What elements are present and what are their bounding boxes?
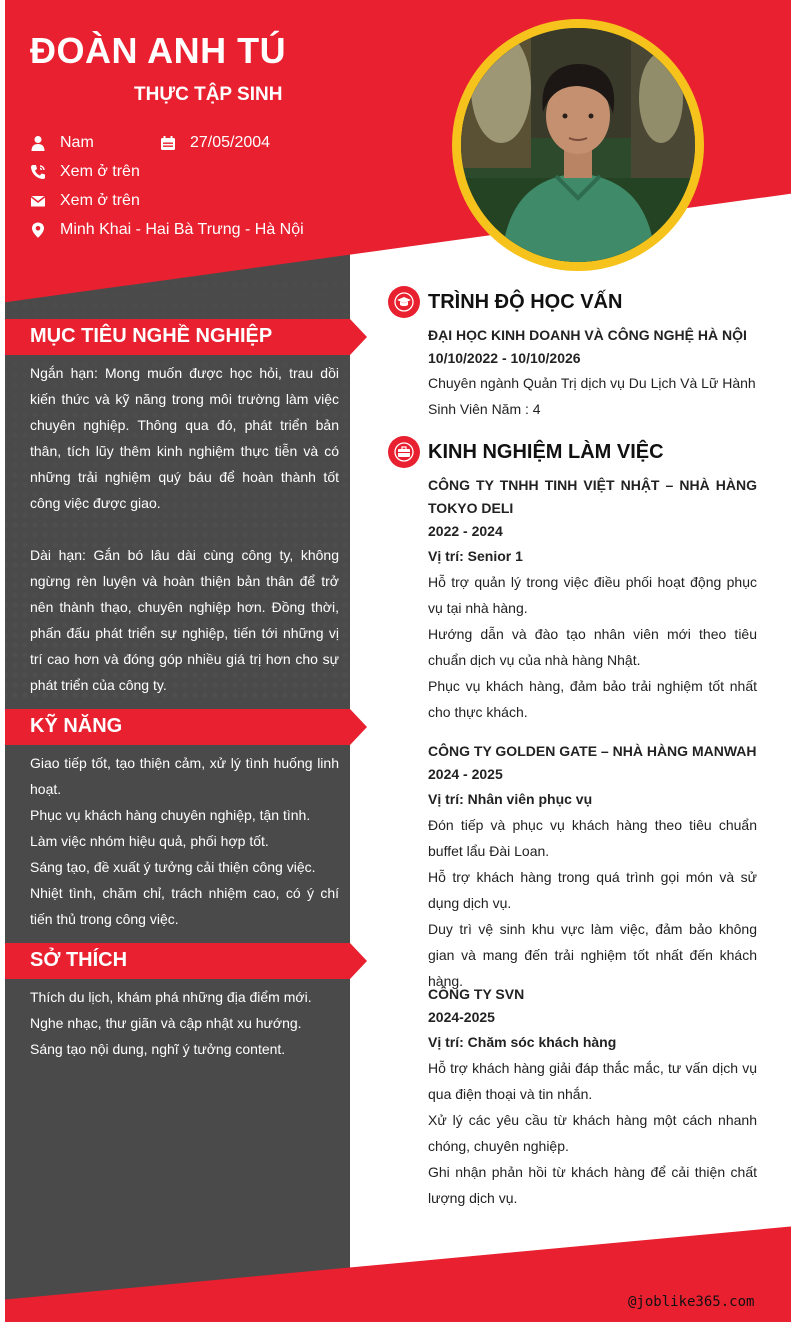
objective-header bbox=[5, 319, 367, 355]
job-entry bbox=[428, 740, 757, 994]
candidate-name: ĐOÀN ANH TÚ bbox=[30, 30, 287, 71]
list-item: Giao tiếp tốt, tạo thiện cảm, xử lý tình huống linh hoạt. bbox=[30, 755, 339, 797]
job-task: Đón tiếp và phục vụ khách hàng theo tiêu chuẩn buffet lẩu Đài Loan. bbox=[428, 817, 757, 859]
footer-handle: @joblike365.com bbox=[628, 1294, 755, 1310]
job-entry bbox=[428, 983, 757, 1211]
objective-text bbox=[30, 360, 339, 698]
avatar bbox=[461, 28, 695, 262]
list-item: Phục vụ khách hàng chuyên nghiệp, tận tình. bbox=[30, 807, 311, 823]
phone-row bbox=[30, 163, 140, 181]
job-period: 2024-2025 bbox=[428, 1009, 495, 1025]
email-row bbox=[30, 192, 140, 210]
briefcase-icon bbox=[388, 436, 420, 468]
hobbies-header bbox=[5, 943, 367, 979]
job-task: Hỗ trợ khách hàng trong quá trình gọi món và sử dụng dịch vụ. bbox=[428, 869, 757, 911]
job-company: CÔNG TY SVN bbox=[428, 986, 525, 1002]
education-major: Chuyên ngành Quản Trị dịch vụ Du Lịch Và Lữ Hành bbox=[428, 375, 756, 391]
gender-value: Nam bbox=[60, 134, 94, 151]
address-row bbox=[30, 221, 304, 239]
job-task: Duy trì vệ sinh khu vực làm việc, đảm bảo không gian và mang đến trải nghiệm tốt nhất đến khách hàng. bbox=[428, 921, 757, 989]
objective-title: MỤC TIÊU NGHỀ NGHIỆP bbox=[30, 325, 273, 347]
birthdate-row bbox=[160, 134, 270, 152]
email-value: Xem ở trên bbox=[60, 192, 140, 209]
hobbies-title: SỞ THÍCH bbox=[30, 949, 128, 971]
list-item: Làm việc nhóm hiệu quả, phối hợp tốt. bbox=[30, 833, 269, 849]
education-block bbox=[428, 324, 757, 422]
list-item: Nhiệt tình, chăm chỉ, trách nhiệm cao, có ý chí tiến thủ trong công việc. bbox=[30, 885, 339, 927]
experience-header bbox=[388, 436, 664, 468]
skills-list bbox=[30, 750, 339, 932]
phone-icon bbox=[30, 164, 46, 180]
phone-value: Xem ở trên bbox=[60, 163, 140, 180]
skills-header bbox=[5, 709, 367, 745]
job-task: Hỗ trợ quản lý trong việc điều phối hoạt động phục vụ tại nhà hàng. bbox=[428, 574, 757, 616]
graduation-cap-icon bbox=[388, 286, 420, 318]
education-title: TRÌNH ĐỘ HỌC VẤN bbox=[428, 290, 623, 313]
skills-title: KỸ NĂNG bbox=[30, 715, 123, 737]
job-task: Xử lý các yêu cầu từ khách hàng một cách nhanh chóng, chuyên nghiệp. bbox=[428, 1112, 757, 1154]
job-period: 2022 - 2024 bbox=[428, 523, 503, 539]
job-position: Vị trí: Nhân viên phục vụ bbox=[428, 791, 593, 807]
objective-long-term: Dài hạn: Gắn bó lâu dài cùng công ty, không ngừng rèn luyện và hoàn thiện bản thân để trở nên thành thạo, chuyên nghiệp hơn. Đồng thời, phấn đấu phát triển sự nghiệp, tiến tới những vị trí cao hơn và đóng góp nhiều giá trị hơn cho sự phát triển của công ty. bbox=[30, 547, 339, 693]
job-task: Hỗ trợ khách hàng giải đáp thắc mắc, tư vấn dịch vụ qua điện thoại và tin nhắn. bbox=[428, 1060, 757, 1102]
job-period: 2024 - 2025 bbox=[428, 766, 503, 782]
address-value: Minh Khai - Hai Bà Trưng - Hà Nội bbox=[60, 221, 304, 238]
education-header bbox=[388, 286, 622, 318]
location-pin-icon bbox=[30, 222, 46, 238]
list-item: Sáng tạo nội dung, nghĩ ý tưởng content. bbox=[30, 1041, 286, 1057]
job-task: Ghi nhận phản hồi từ khách hàng để cải thiện chất lượng dịch vụ. bbox=[428, 1164, 757, 1206]
list-item: Thích du lịch, khám phá những địa điểm mới. bbox=[30, 989, 312, 1005]
objective-short-term: Ngắn hạn: Mong muốn được học hỏi, trau dồi kiến thức và kỹ năng trong môi trường làm việc chuyên nghiệp. Thông qua đó, phát triển bản thân, tích lũy thêm kinh nghiệm thực tiễn và có những trải nghiệm quý báu để hoàn thành tốt công việc được giao. bbox=[30, 365, 339, 511]
job-position: Vị trí: Senior 1 bbox=[428, 548, 523, 564]
calendar-icon bbox=[160, 135, 176, 151]
gender-row bbox=[30, 134, 94, 152]
job-company: CÔNG TY GOLDEN GATE – NHÀ HÀNG MANWAH bbox=[428, 743, 757, 759]
candidate-role: THỰC TẬP SINH bbox=[134, 84, 283, 105]
job-position: Vị trí: Chăm sóc khách hàng bbox=[428, 1034, 617, 1050]
list-item: Sáng tạo, đề xuất ý tưởng cải thiện công việc. bbox=[30, 859, 316, 875]
education-year: Sinh Viên Năm : 4 bbox=[428, 401, 541, 417]
education-school: ĐẠI HỌC KINH DOANH VÀ CÔNG NGHỆ HÀ NỘI bbox=[428, 327, 747, 343]
job-task: Hướng dẫn và đào tạo nhân viên mới theo tiêu chuẩn dịch vụ của nhà hàng Nhật. bbox=[428, 626, 757, 668]
list-item: Nghe nhạc, thư giãn và cập nhật xu hướng. bbox=[30, 1015, 302, 1031]
job-task: Phục vụ khách hàng, đảm bảo trải nghiệm tốt nhất cho thực khách. bbox=[428, 678, 757, 720]
envelope-icon bbox=[30, 193, 46, 209]
job-company: CÔNG TY TNHH TINH VIỆT NHẬT – NHÀ HÀNG TOKYO DELI bbox=[428, 477, 757, 516]
birthdate-value: 27/05/2004 bbox=[190, 134, 271, 151]
job-entry bbox=[428, 474, 757, 725]
education-period: 10/10/2022 - 10/10/2026 bbox=[428, 350, 581, 366]
person-icon bbox=[30, 135, 46, 151]
experience-title: KINH NGHIỆM LÀM VIỆC bbox=[428, 440, 664, 463]
hobbies-list bbox=[30, 984, 339, 1062]
